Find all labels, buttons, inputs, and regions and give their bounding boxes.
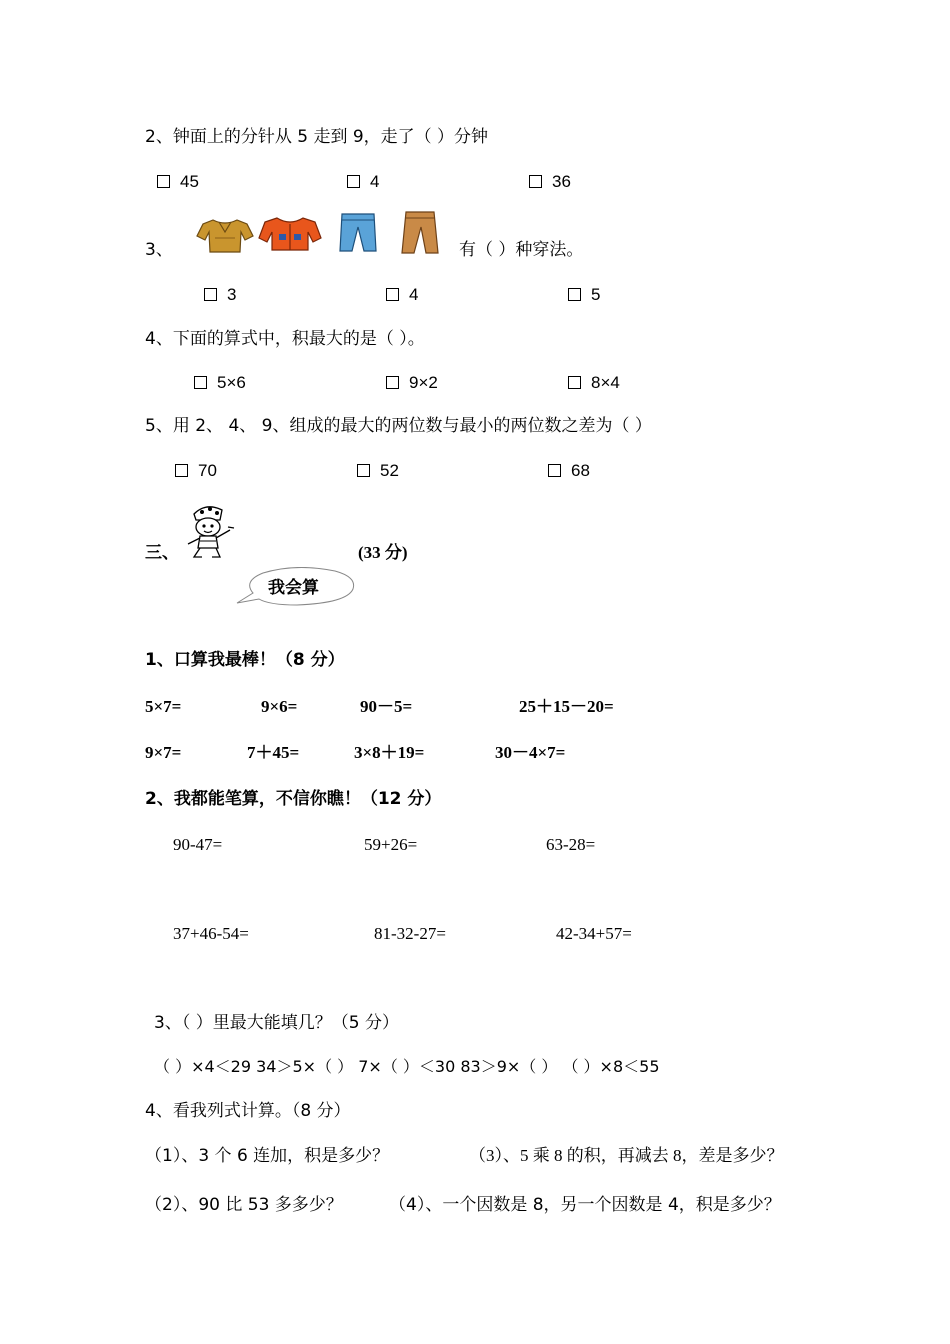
- question-2-text: 2、钟面上的分针从 5 走到 9，走了（ ）分钟: [145, 127, 489, 147]
- q5-option-1[interactable]: 70: [175, 460, 217, 482]
- q4-option-2[interactable]: 9×2: [386, 372, 438, 394]
- checkbox-icon: [386, 376, 399, 389]
- checkbox-icon: [157, 175, 170, 188]
- checkbox-icon: [175, 464, 188, 477]
- q2-option-3[interactable]: 36: [529, 171, 571, 193]
- q2-option-1[interactable]: 45: [157, 171, 199, 193]
- q3-option-1[interactable]: 3: [204, 284, 236, 306]
- q4-option-1[interactable]: 5×6: [194, 372, 246, 394]
- q3-option-3[interactable]: 5: [568, 284, 600, 306]
- oral-calc-item: 5×7=: [145, 697, 182, 716]
- part-3-score: (33 分): [358, 543, 408, 562]
- pants-icon: [336, 211, 380, 255]
- section-3-title: 3、（ ）里最大能填几？（5 分）: [154, 1013, 399, 1033]
- q2-option-2[interactable]: 4: [347, 171, 379, 193]
- trousers-icon: [396, 209, 442, 257]
- q5-option-3[interactable]: 68: [548, 460, 590, 482]
- cartoon-pirate-icon: [180, 500, 240, 560]
- shirt-icon: [195, 216, 255, 256]
- written-calc-item: 90-47=: [173, 835, 223, 854]
- written-calc-item: 37+46-54=: [173, 924, 249, 943]
- question-3-number: 3、: [145, 240, 173, 260]
- word-problem-1: （1）、3 个 6 连加，积是多少？: [145, 1146, 390, 1166]
- checkbox-icon: [568, 288, 581, 301]
- section-2-title: 2、我都能笔算，不信你瞧！（12 分）: [145, 789, 442, 809]
- checkbox-icon: [357, 464, 370, 477]
- checkbox-icon: [386, 288, 399, 301]
- oral-calc-item: 9×7=: [145, 743, 182, 762]
- question-4-text: 4、下面的算式中，积最大的是（ ）。: [145, 329, 425, 349]
- section-1-title: 1、口算我最棒！（8 分）: [145, 650, 345, 670]
- written-calc-item: 59+26=: [364, 835, 418, 854]
- checkbox-icon: [548, 464, 561, 477]
- word-problem-4: （4）、一个因数是 8，另一个因数是 4，积是多少？: [389, 1195, 781, 1215]
- checkbox-icon: [568, 376, 581, 389]
- word-problem-3: （3）、5 乘 8 的积，再减去 8，差是多少？: [469, 1146, 784, 1165]
- q3-option-2[interactable]: 4: [386, 284, 418, 306]
- question-5-text: 5、用 2、 4、 9、组成的最大的两位数与最小的两位数之差为（ ）: [145, 416, 652, 436]
- written-calc-item: 63-28=: [546, 835, 596, 854]
- checkbox-icon: [204, 288, 217, 301]
- oral-calc-item: 3×8＋19=: [354, 743, 425, 762]
- part-3-heading: 三、: [145, 543, 179, 563]
- jacket-icon: [257, 214, 323, 254]
- question-3-text: 有（ ）种穿法。: [459, 240, 584, 260]
- q4-option-3[interactable]: 8×4: [568, 372, 620, 394]
- oral-calc-item: 9×6=: [261, 697, 298, 716]
- fill-in-line: （ ）×4＜29 34＞5×（ ） 7×（ ）＜30 83＞9×（ ） （ ）×8＜55: [154, 1057, 660, 1076]
- oral-calc-item: 30－4×7=: [495, 743, 566, 762]
- section-4-title: 4、看我列式计算。（8 分）: [145, 1101, 351, 1121]
- word-problem-2: （2）、90 比 53 多多少？: [145, 1195, 343, 1215]
- checkbox-icon: [194, 376, 207, 389]
- oral-calc-item: 25＋15－20=: [519, 697, 614, 716]
- oral-calc-item: 7＋45=: [247, 743, 300, 762]
- checkbox-icon: [347, 175, 360, 188]
- oral-calc-item: 90－5=: [360, 697, 413, 716]
- speech-bubble-label: 我会算: [268, 578, 319, 598]
- written-calc-item: 42-34+57=: [556, 924, 632, 943]
- written-calc-item: 81-32-27=: [374, 924, 446, 943]
- checkbox-icon: [529, 175, 542, 188]
- q5-option-2[interactable]: 52: [357, 460, 399, 482]
